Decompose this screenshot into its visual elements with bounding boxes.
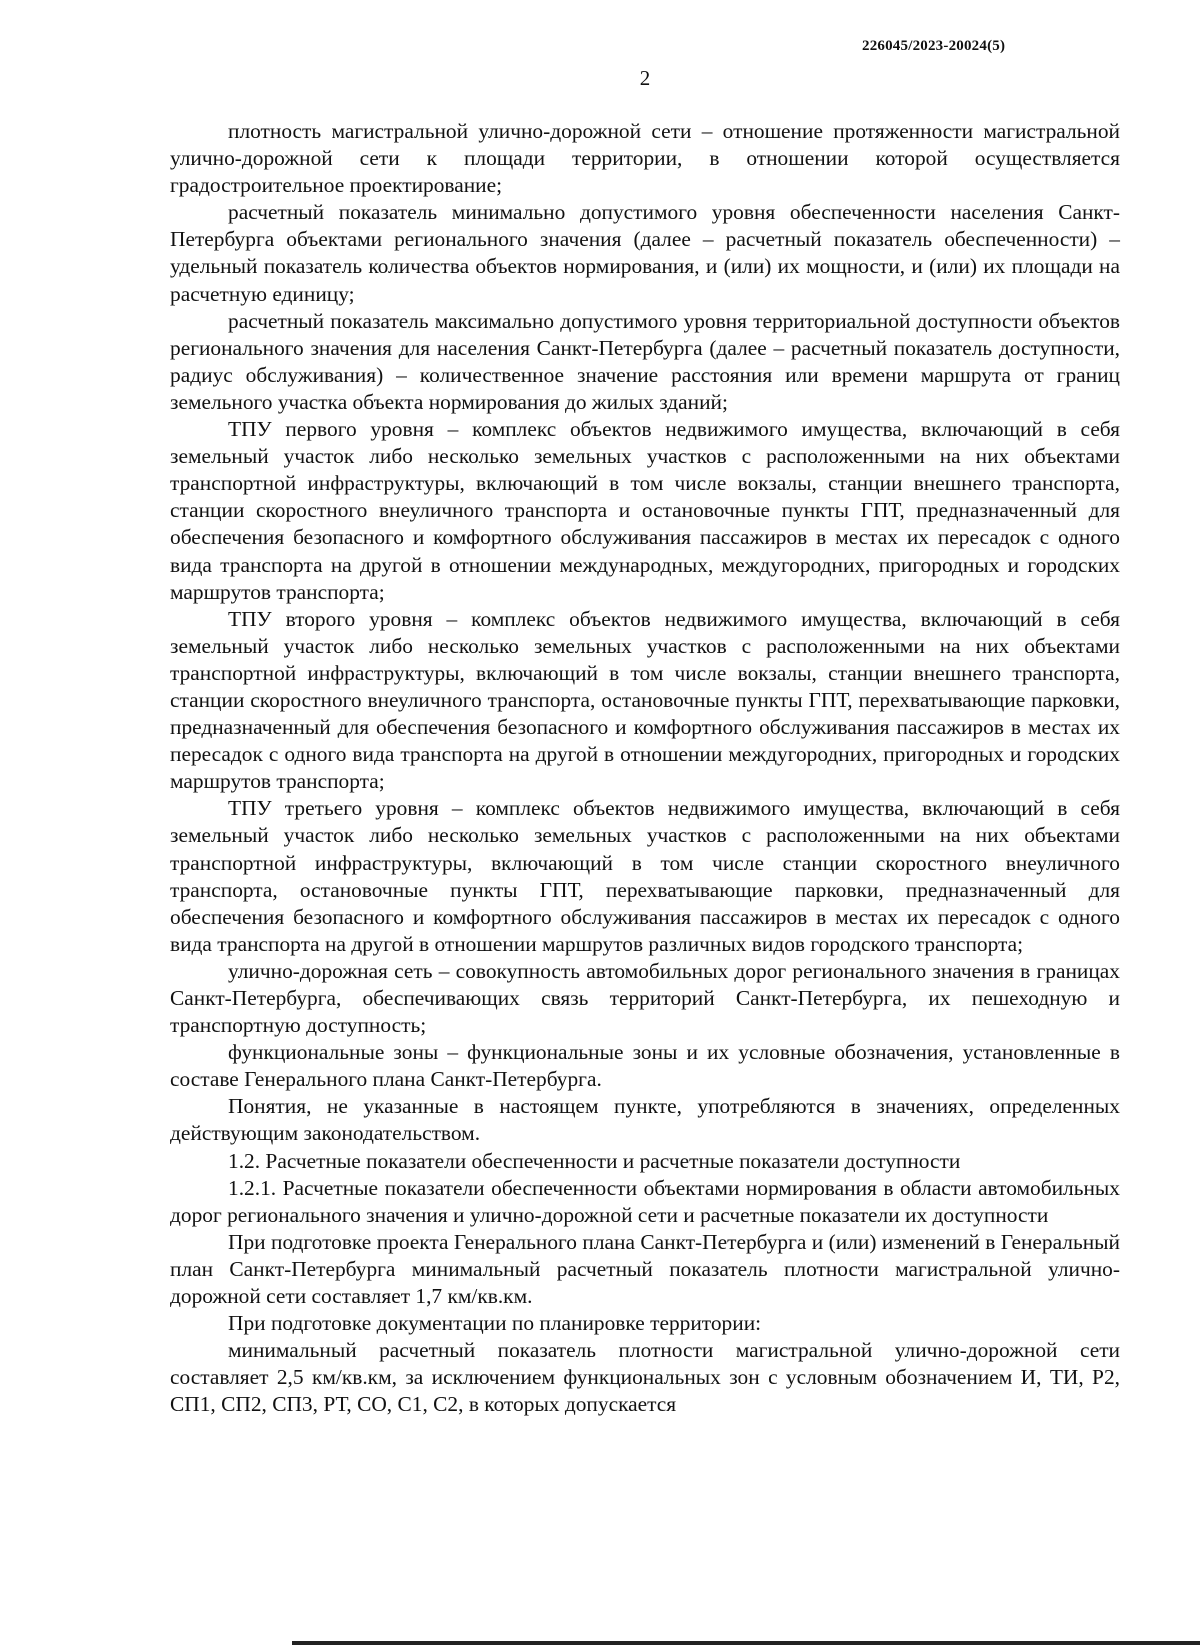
document-body (170, 118, 1120, 1419)
paragraph-other-terms: Понятия, не указанные в настоящем пункте, употребляются в значениях, определенных действующим законодательством. (170, 1094, 1120, 1146)
paragraph-general-plan-density: При подготовке проекта Генерального плана Санкт-Петербурга и (или) изменений в Генеральный план Санкт-Петербурга минимальный расчетный показатель плотности магистральной улично-дорожной сети составляет 1,7 км/кв.км. (170, 1229, 1120, 1309)
paragraph-functional-zones: функциональные зоны – функциональные зоны и их условные обозначения, установленные в составе Генерального плана Санкт-Петербурга. (170, 1040, 1120, 1092)
paragraph-provision-indicator: расчетный показатель минимально допустимого уровня обеспеченности населения Санкт-Петербурга объектами регионального значения (далее – расчетный показатель обеспеченности) – удельный показатель количества объектов нормирования, и (или) их мощности, и (или) их площади на расчетную единицу; (170, 200, 1120, 306)
paragraph-minimum-density: минимальный расчетный показатель плотности магистральной улично-дорожной сети составляет 2,5 км/кв.км, за исключением функциональных зон с условным обозначением И, ТИ, Р2, СП1, СП2, СП3, РТ, СО, С1, С2, в которых допускается (170, 1338, 1120, 1417)
section-heading-1-2: 1.2. Расчетные показатели обеспеченности и расчетные показатели доступности (228, 1148, 961, 1173)
page-number: 2 (639, 66, 651, 90)
paragraph-tpu-level-3: ТПУ третьего уровня – комплекс объектов недвижимого имущества, включающий в себя земельный участок либо несколько земельных участков с расположенными на них объектами транспортной инфраструктуры, включающий в том числе станции скоростного внеуличного транспорта, остановочные пункты ГПТ, перехватывающие парковки, предназначенный для обеспечения безопасного и комфортного обслуживания пассажиров в местах их пересадок с одного вида транспорта на другой в отношении маршрутов различных видов городского транспорта; (170, 796, 1120, 956)
paragraph-street-network: улично-дорожная сеть – совокупность автомобильных дорог регионального значения в границах Санкт-Петербурга, обеспечивающих связь территорий Санкт-Петербурга, их пешеходную и транспортную доступность; (170, 958, 1120, 1038)
paragraph-street-network-density: плотность магистральной улично-дорожной сети – отношение протяженности магистральной улично-дорожной сети к площади территории, в отношении которой осуществляется градостроительное проектирование; (170, 119, 1120, 198)
paragraph-tpu-level-2: ТПУ второго уровня – комплекс объектов недвижимого имущества, включающий в себя земельный участок либо несколько земельных участков с расположенными на них объектами транспортной инфраструктуры, включающий в том числе вокзалы, станции внешнего транспорта, станции скоростного внеуличного транспорта, остановочные пункты ГПТ, перехватывающие парковки, предназначенный для обеспечения безопасного и комфортного обслуживания пассажиров в местах их пересадок с одного вида транспорта на другой в отношении междугородних, пригородных и городских маршрутов транспорта; (170, 606, 1120, 794)
section-heading-1-2-1: 1.2.1. Расчетные показатели обеспеченности объектами нормирования в области автомобильных дорог регионального значения и улично-дорожной сети и расчетные показатели их доступности (170, 1175, 1120, 1227)
paragraph-accessibility-indicator: расчетный показатель максимально допустимого уровня территориальной доступности объектов регионального значения для населения Санкт-Петербурга (далее – расчетный показатель доступности, радиус обслуживания) – количественное значение расстояния или времени маршрута от границ земельного участка объекта нормирования до жилых зданий; (170, 308, 1120, 414)
paragraph-planning-documentation: При подготовке документации по планировке территории: (228, 1311, 762, 1336)
paragraph-tpu-level-1: ТПУ первого уровня – комплекс объектов недвижимого имущества, включающий в себя земельный участок либо несколько земельных участков с расположенными на них объектами транспортной инфраструктуры, включающий в том числе вокзалы, станции внешнего транспорта, станции скоростного внеуличного транспорта и остановочные пункты ГПТ, предназначенный для обеспечения безопасного и комфортного обслуживания пассажиров в местах их пересадок с одного вида транспорта на другой в отношении международных, междугородних, пригородных и городских маршрутов транспорта; (170, 417, 1120, 604)
bottom-scan-edge (292, 1641, 1200, 1645)
document-number: 226045/2023-20024(5) (862, 38, 1006, 54)
